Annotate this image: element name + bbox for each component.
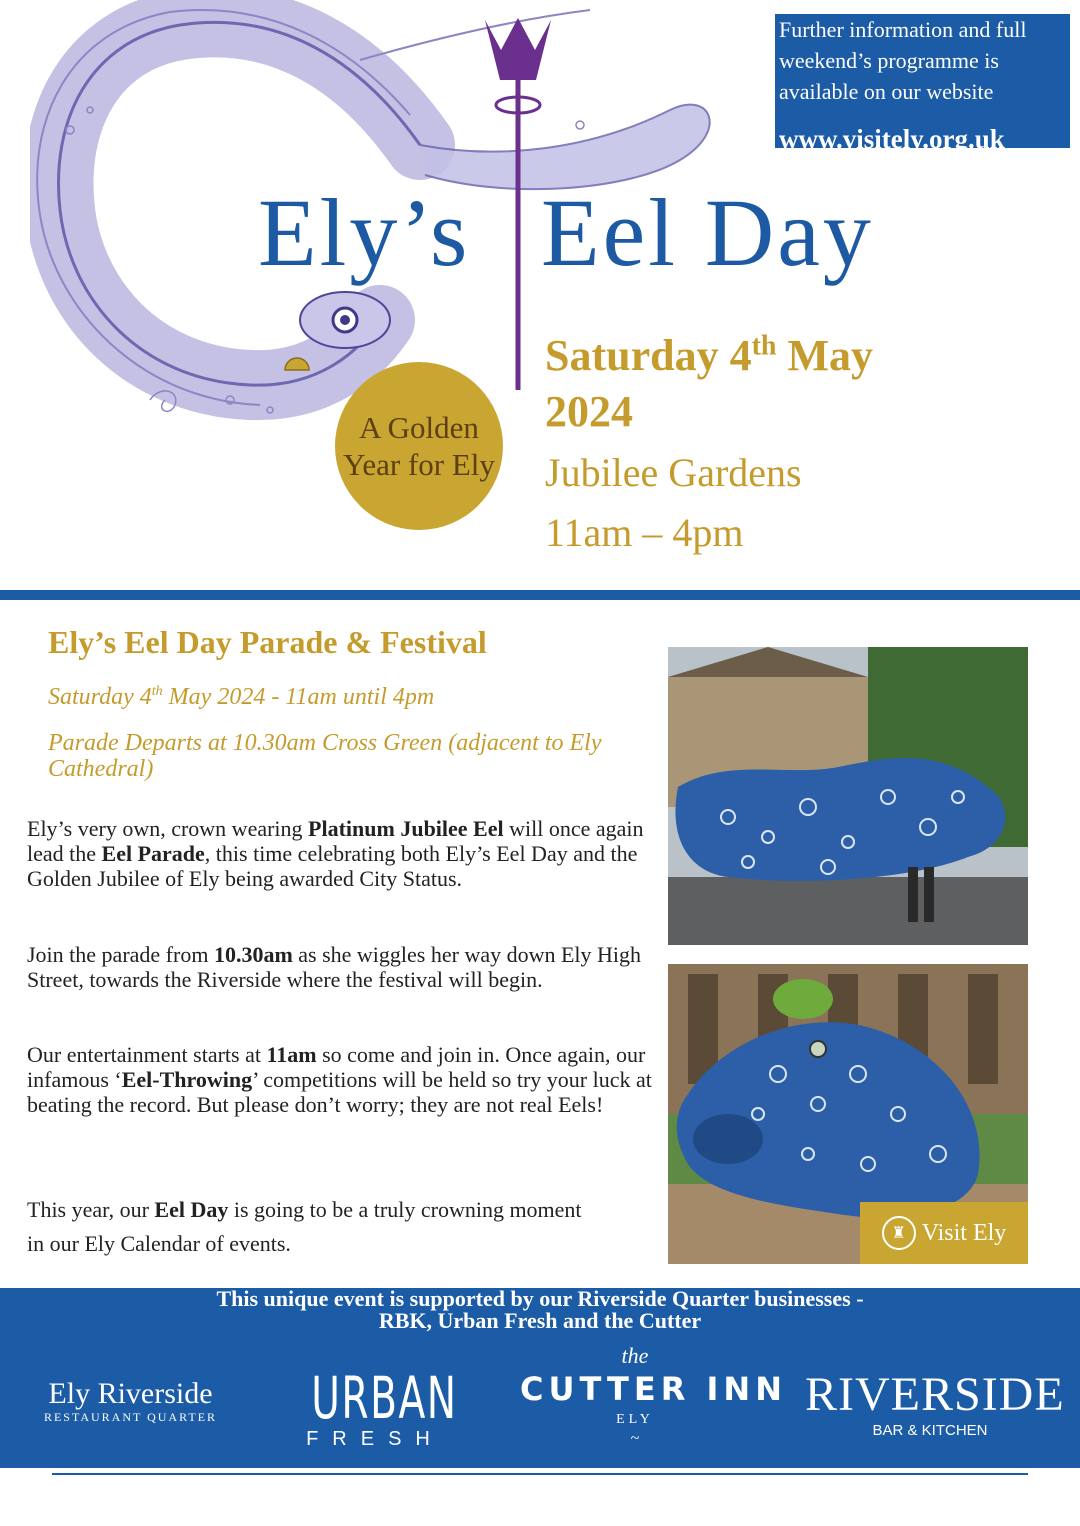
golden-year-badge <box>335 362 503 530</box>
date-suffix: th <box>751 330 777 362</box>
urban-name: URBAN <box>311 1364 458 1432</box>
event-hours: 11am – 4pm <box>545 510 744 555</box>
date-day: Saturday 4 <box>545 331 752 380</box>
cutter-the: the <box>621 1343 649 1368</box>
section-date-rest: May 2024 - 11am until 4pm <box>162 684 435 710</box>
visit-ely-badge <box>860 1202 1028 1264</box>
title-part1: Ely’s <box>258 179 471 286</box>
ely-riverside-logo <box>38 1378 223 1424</box>
urban-fresh-logo <box>290 1364 460 1450</box>
cutter-inn-logo <box>520 1343 787 1447</box>
title-part2: Eel Day <box>541 179 874 286</box>
ely-riverside-name: Ely Riverside <box>48 1377 213 1410</box>
ely-riverside-sub: RESTAURANT QUARTER <box>43 1410 218 1424</box>
event-title <box>258 178 874 288</box>
urban-sub: FRESH <box>306 1428 444 1450</box>
sponsors-line2: RBK, Urban Fresh and the Cutter <box>378 1308 702 1333</box>
riverside-name: RIVERSIDE <box>805 1368 1065 1421</box>
bottom-rule <box>52 1473 1028 1475</box>
parade-departure: Parade Departs at 10.30am Cross Green (adjacent to Ely Cathedral) <box>48 730 602 782</box>
cutter-ely: ELY <box>616 1412 654 1427</box>
sponsors-text <box>0 1288 1080 1332</box>
sponsors-line1: This unique event is supported by our Riverside Quarter businesses - <box>216 1286 864 1311</box>
cutter-tilde: ~ <box>630 1430 640 1447</box>
event-date <box>545 330 873 382</box>
riverside-sub: BAR & KITCHEN <box>872 1422 988 1439</box>
paragraph-join-parade: Join the parade from 10.30am as she wiggles her way down Ely High Street, towards the Riverside where the festival will begin. <box>27 942 642 992</box>
visit-ely-label: Visit Ely <box>921 1219 1007 1246</box>
info-text: Further information and full weekend’s programme is available on our website <box>779 17 1027 104</box>
section-divider <box>0 590 1080 600</box>
section-title: Ely’s Eel Day Parade & Festival <box>48 624 487 660</box>
parade-photo-cathedral <box>668 964 1028 1264</box>
section-date-suffix: th <box>151 684 163 699</box>
riverside-logo <box>805 1368 1065 1440</box>
section-date-day: Saturday 4 <box>48 684 152 710</box>
paragraph-jubilee-eel: Ely’s very own, crown wearing Platinum Jubilee Eel will once again lead the Eel Parade, this time celebrating both Ely’s Eel Day and the Golden Jubilee of Ely being awarded City Status. <box>27 816 644 891</box>
golden-year-text: A Golden Year for Ely <box>343 410 495 482</box>
website-info-box <box>775 14 1070 154</box>
section-date <box>48 676 434 713</box>
paragraph-crowning-moment: This year, our Eel Day is going to be a truly crowning moment in our Ely Calendar of events. <box>27 1197 582 1256</box>
event-year: 2024 <box>545 387 633 436</box>
paragraph-entertainment: Our entertainment starts at 11am so come and join in. Once again, our infamous ‘Eel-Throwing’ competitions will be held so try your luck at beating the record. But please don’t worry; they are not real Eels! <box>27 1042 652 1117</box>
ely-crest-icon: ♜ <box>882 1216 916 1250</box>
date-month: May <box>776 331 874 380</box>
parade-photo-street <box>668 647 1028 945</box>
cutter-name: CUTTER INN <box>520 1370 787 1408</box>
event-venue: Jubilee Gardens <box>545 450 802 495</box>
sponsors-footer <box>0 1288 1080 1468</box>
website-link[interactable]: www.visitely.org.uk <box>779 124 1005 154</box>
